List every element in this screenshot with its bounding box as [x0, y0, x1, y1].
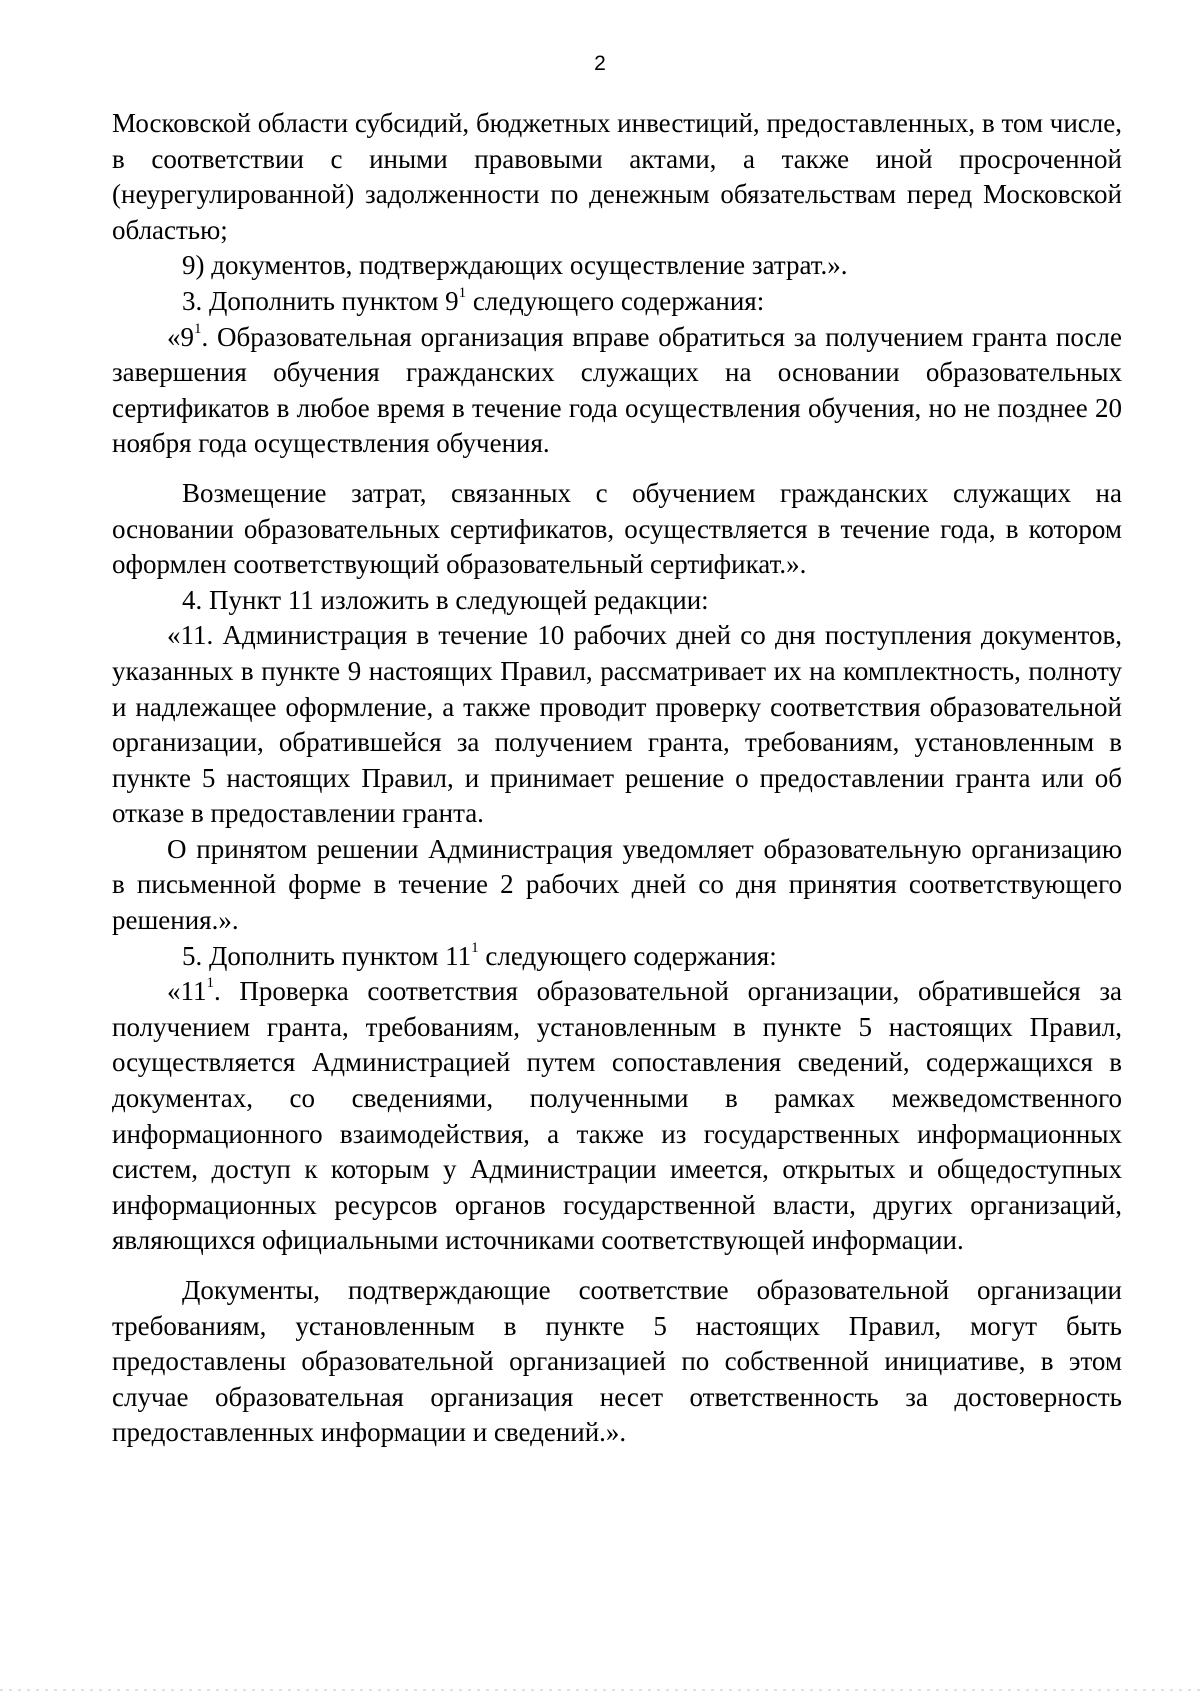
scan-edge-artifact: [0, 1689, 1200, 1691]
superscript-mark: 1: [458, 284, 467, 301]
paragraph-reimbursement: Возмещение затрат, связанных с обучением гражданских служащих на основании образовательных сертификатов, осуществляется в течение года, в котором оформлен соответствующий образовательный сертификат.».: [112, 477, 1122, 580]
superscript-mark: 1: [194, 320, 202, 337]
amendment-5-text-end: следующего содержания:: [478, 940, 777, 971]
paragraph-amendment-5: [112, 939, 1122, 975]
clause-9-1-text: . Образовательная организация вправе обратиться за получением гранта после завершения обучения гражданских служащих на основании образовательных сертификатов в любое время в течение года осуществления обучения, но не позднее 20 ноября года осуществления обучения.: [112, 321, 1122, 459]
clause-11-1-number: «11: [167, 976, 207, 1007]
paragraph-continuation: Московской области субсидий, бюджетных инвестиций, предоставленных, в том числе, в соответствии с иными правовыми актами, а также иной просроченной (неурегулированной) задолженности по денежным обязательствам перед Московской областью;: [112, 108, 1122, 245]
paragraph-item-9: 9) документов, подтверждающих осуществление затрат.».: [182, 250, 848, 281]
clause-9-1-number: «9: [167, 321, 194, 352]
superscript-mark: 1: [206, 975, 214, 992]
paragraph-documents-confirming: Документы, подтверждающие соответствие образовательной организации требованиям, установленным в пункте 5 настоящих Правил, могут быть предоставлены образовательной организацией по собственной инициативе, в этом случае образовательная организация несет ответственность за достоверность предоставленных информации и сведений.».: [112, 1275, 1122, 1448]
paragraph-decision-notice: О принятом решении Администрация уведомляет образовательную организацию в письменной форме в течение 2 рабочих дней со дня принятия соответствующего решения.».: [112, 833, 1122, 936]
paragraph-amendment-4: 4. Пункт 11 изложить в следующей редакции:: [182, 584, 709, 615]
paragraph-amendment-3: [112, 284, 1122, 320]
superscript-mark: 1: [471, 939, 479, 956]
paragraph-clause-9-1: [112, 320, 1122, 462]
amendment-5-text: 5. Дополнить пунктом 11: [182, 940, 472, 971]
page-number: 2: [594, 52, 606, 75]
clause-11-1-text: . Проверка соответствия образовательной организации, обратившейся за получением гранта, требованиям, установленным в пункте 5 настоящих Правил, осуществляется Администрацией путем сопоставления сведений, содержащихся в документах, со сведениями, полученными в рамках межведомственного информационного взаимодействия, а также из государственных информационных систем, доступ к которым у Администрации имеется, открытых и общедоступных информационных ресурсов органов государственной власти, других организаций, являющихся официальными источниками соответствующей информации.: [112, 976, 1122, 1256]
paragraph-clause-11: «11. Администрация в течение 10 рабочих дней со дня поступления документов, указанных в пункте 9 настоящих Правил, рассматривает их на комплектность, полноту и надлежащее оформление, а также проводит проверку соответствия образовательной организации, обратившейся за получением гранта, требованиям, установленным в пункте 5 настоящих Правил, и принимает решение о предоставлении гранта или об отказе в предоставлении гранта.: [112, 620, 1122, 829]
amendment-3-text-end: следующего содержания:: [466, 285, 765, 316]
paragraph-clause-11-1: [112, 974, 1122, 1259]
document-body: [112, 106, 1122, 1451]
amendment-3-text: 3. Дополнить пунктом 9: [182, 285, 459, 316]
